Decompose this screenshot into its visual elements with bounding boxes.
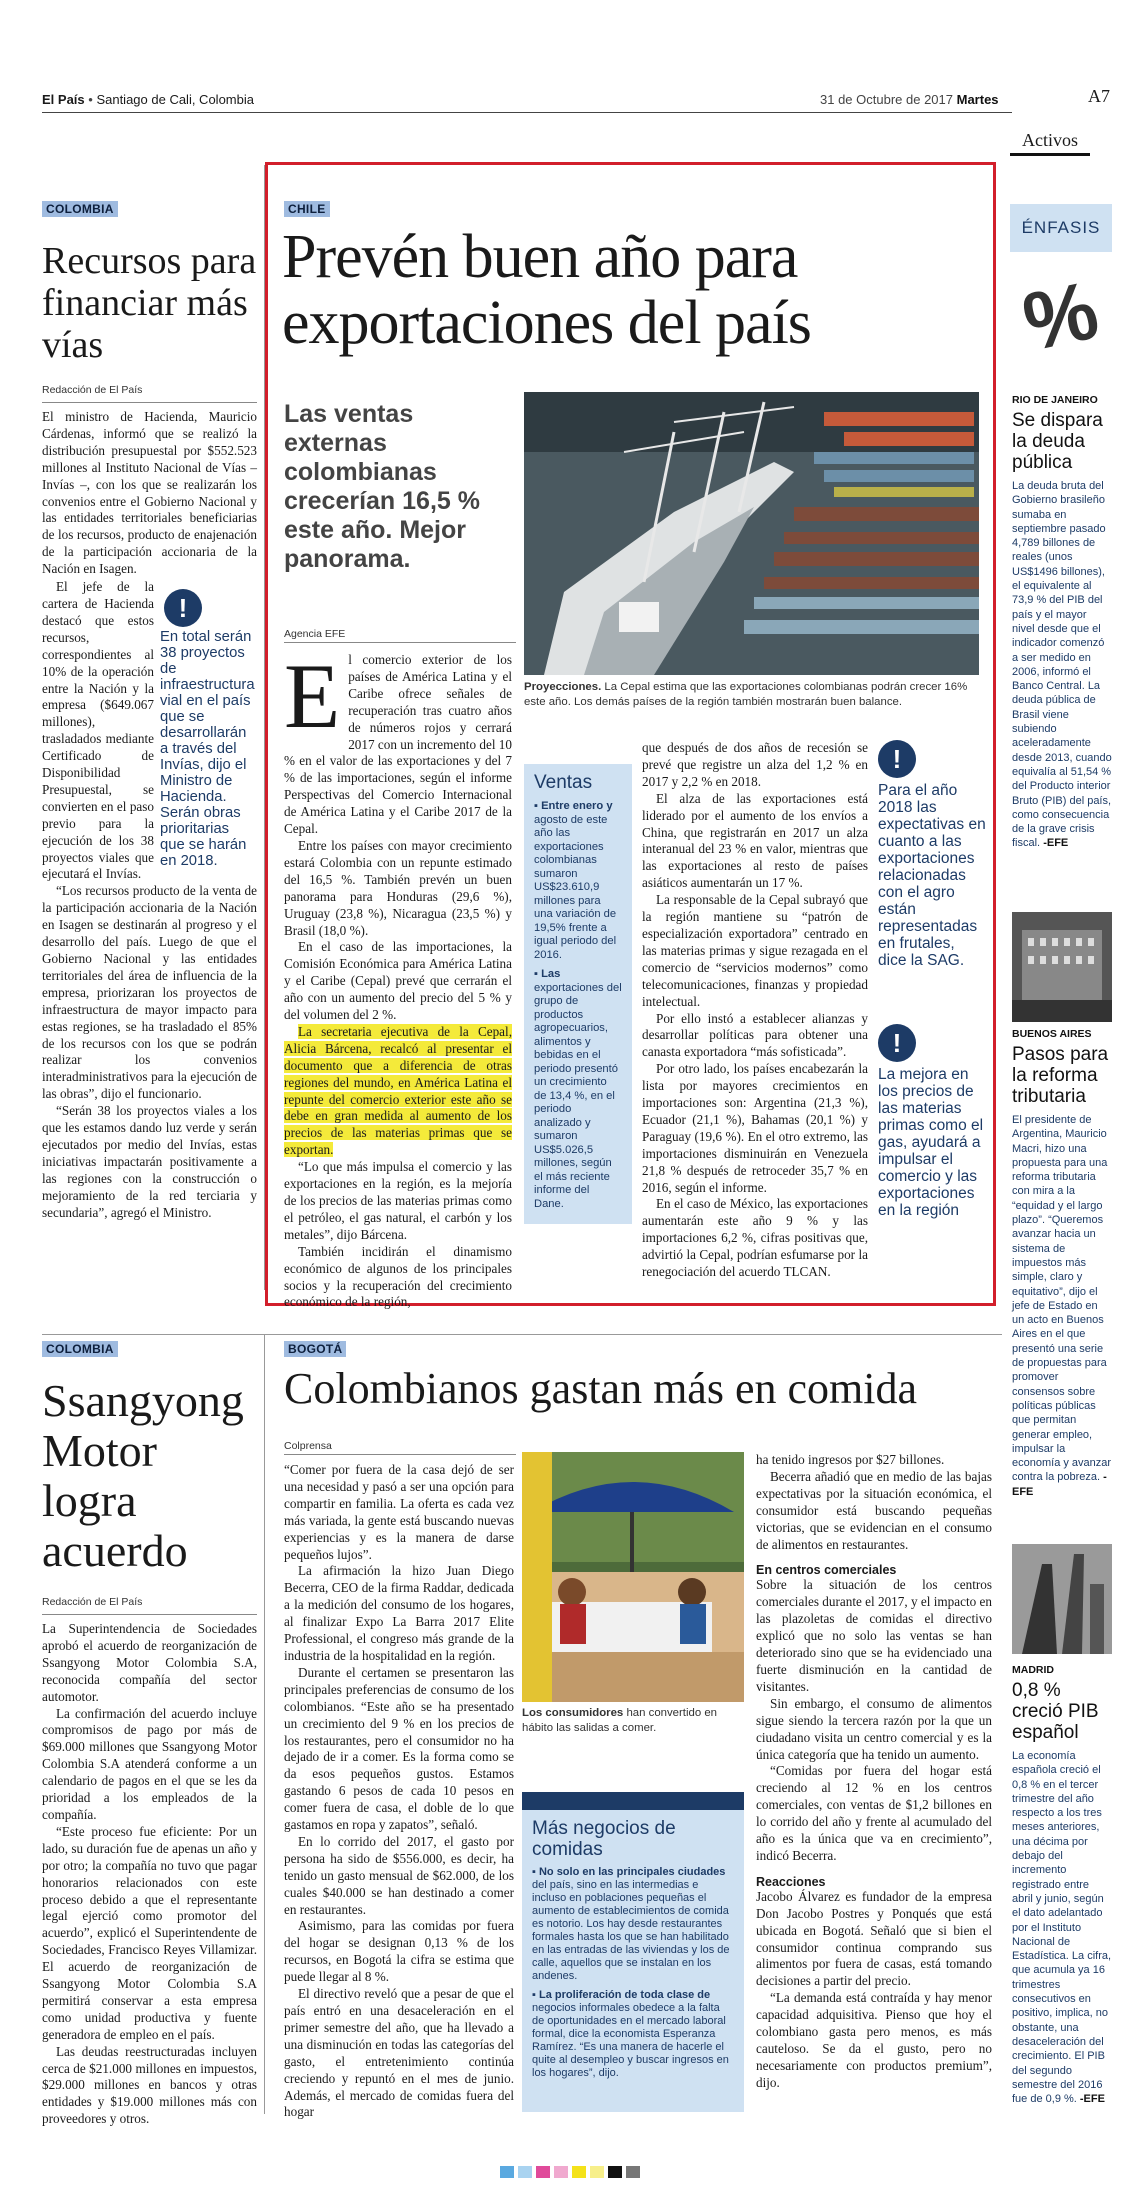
- main-col-2: [642, 740, 868, 1281]
- section-tag: BOGOTÁ: [284, 1341, 346, 1357]
- headline: Ssangyong Motor logra acuerdo: [42, 1375, 244, 1576]
- paragraph: La Superintendencia de Sociedades aprobó el acuerdo de reorganización de Ssangyong Motor Colombia S.A, reconocida compañía del sector automotor.: [42, 1621, 257, 1704]
- box-item: ▪ No solo en las principales ciudades del país, sino en las intermedias e incluso en poblaciones pequeñas el aumento de establecimientos de comida es notorio. Los hay desde restaurantes formales hasta los que se han habilitado en las entradas de las viviendas y los de calle, aquellos que se instalan en los andenes.: [532, 1866, 730, 1982]
- paragraph: En el caso de México, las exportaciones aumentarán este año 9 % y las importaciones 6,2 %, cifras positivas que, advirtió la Cepal, podrían esfumarse por la renegociación del acuerdo TLCAN.: [642, 1196, 868, 1280]
- paragraph: La confirmación del acuerdo incluye compromisos de pago por más de $69.000 millones que Ssangyong Motor Colombia S.A atenderá conforme a un calendario de pagos en el que se les da prioridad a los empleados de la compañía.: [42, 1705, 257, 1822]
- photo-caption: [524, 680, 979, 710]
- paper-name: El País: [42, 92, 85, 107]
- caption-bold: Proyecciones.: [524, 681, 602, 693]
- port-photo-image: [524, 392, 979, 675]
- byline: Agencia EFE: [284, 628, 346, 640]
- exclamation-icon: !: [164, 589, 202, 627]
- box-title: Ventas: [534, 772, 593, 793]
- box-item: ▪ La proliferación de toda clase de negocios informales obedece a la falta de oportunidades en el mercado laboral formal, dice la economista Esperanza Ramírez. “Es una manera de hacerle el quite al desempleo y buscar ingresos en los hogares”, dijo.: [532, 1989, 729, 2079]
- main-col-1: [284, 645, 512, 1311]
- photo-caption: Los consumidores han convertido en hábito las salidas a comer.: [522, 1707, 718, 1734]
- color-bars: [500, 2166, 640, 2178]
- buenos-aires-photo: [1012, 912, 1112, 1022]
- paragraph: “Lo que más impulsa el comercio y las exportaciones en la región, es la mejoría de los precios de las materias primas como el petróleo, el gas natural, el carbón y los metales”, dijo Bárcena.: [284, 1159, 512, 1242]
- pull-quote-1: ! Para el año 2018 las expectativas en cuanto a las exportaciones relacionadas con el agro están representadas en frutales, dice la SAG.: [878, 740, 986, 969]
- sidebar-item: MADRID 0,8 % creció PIB español La economía española creció el 0,8 % en el tercer trimestre del año respecto a los tres meses anteriores, una décima por debajo del incremento registrado entre abril y junio, según el dato adelantado por el Instituto Nacional de Estadística. La cifra, que acumula ya 16 trimestres consecutivos en positivo, implica, no obstante, una desaceleración del crecimiento. El PIB del segundo semestre del 2016 fue de 0,9 %. -EFE: [1012, 1664, 1112, 2106]
- negocios-box: Más negocios de comidas ▪ No solo en las principales ciudades del país, sino en las intermedias e incluso en poblaciones pequeñas el aumento de establecimientos de comida es notorio. Los hay desde restaurantes formales hasta los que se han habilitado en las entradas de las viviendas y los de calle, aquellos que se instalan en los andenes. ▪ La proliferación de toda clase de negocios informales obedece a la falta de oportunidades en el mercado laboral formal, dice la economista Esperanza Ramírez. “Es una manera de hacerle el quite al desempleo y buscar ingresos en los hogares”, dijo.: [522, 1792, 744, 2112]
- paragraph: Entre los países con mayor crecimiento estará Colombia con un repunte estimado del 16,5 %. También prevén un buen panorama para Honduras (29,6 %), Uruguay (23,8 %), Nicaragua (23,5 %) y Brasil (18,0 %).: [284, 837, 512, 938]
- paragraph: “Serán 38 los proyectos viales a los que les estamos dando luz verde y serán ejecutados por medio del Invías, estas iniciativas impactarán positivamente a las regiones con la construcción o mejoramiento de la red terciaria y secundaria”, agregó el Ministro.: [42, 1103, 257, 1220]
- paragraph: En el caso de las importaciones, la Comisión Económica para América Latina y el Caribe (Cepal) prevé que cerrarán el año con un aumento del precio del 5 % y del volumen del 2 %.: [284, 939, 512, 1023]
- food-col-3: ha tenido ingresos por $27 billones. Becerra añadió que en medio de las bajas expectativas por la situación económica, el consumidor está buscando pequeñas victorias, que se evidencian en el consumo de alimentos en restaurantes. En centros comerciales Sobre la situación de los centros comerciales durante el 2017, y el impacto en las plazoletas de comidas el directivo explicó que no solo las ventas se han deteriorado sino que se ha evidenciado una fuerte disminución en la cantidad de visitantes. Sin embargo, el consumo de alimentos sigue siendo la tercera razón por la que un ciudadano visita un centro comercial y es la única categoría que ha tenido un aumento. “Comidas por fuera del hogar está creciendo al 12 % en los centros comerciales, con ventas de $1,2 billones en lo corrido del año y frente al acumulado del año es la única que va en crecimiento”, indicó Becerra. Reacciones Jacobo Álvarez es fundador de la empresa Don Jacobo Postres y Ponqués que está ubicada en Bogotá. Señaló que si bien el consumidor continua comprando sus alimentos por fuera de casas, está tomando decisiones a partir del precio. “La demanda está contraída y hay menor capacidad adquisitiva. Pienso que hoy el colombiano gasta pero menos, es más cauteloso. Se da el gusto, pero no necesariamente con productos premium”, dijo.: [756, 1452, 992, 2090]
- byline: Redacción de El País: [42, 1596, 143, 1608]
- restaurant-photo: [522, 1452, 744, 1702]
- svg-text:%: %: [1015, 264, 1106, 369]
- paragraph: l comercio exterior de los países de América Latina y el Caribe ofrece señales de recuperación tras cuatro años de números rojos y cerrará 2017 con un incremento del 10 % en el valor de las exportaciones y del 7 % de las importaciones, según el informe Perspectivas del Comercio Internacional de América Latina y el Caribe 2017 de la Cepal.: [284, 652, 512, 837]
- paragraph: Las deudas reestructuradas incluyen cerca de $21.000 millones en impuestos, $29.000 millones en bancos y otras entidades y $19.000 millones más con proveedores y otros.: [42, 2043, 257, 2127]
- paragraph: Por otro lado, los países encabezarán la lista por mayores crecimientos en importaciones son: Argentina (21,3 %), Ecuador (21,1 %), Bahamas (20,1 %) y Paraguay (19,6 %). En el otro extremo, las importaciones disminuirán en Venezuela 21,8 % después de retroceder 35,7 % en 2016, según el informe.: [642, 1061, 868, 1195]
- box-item: ▪ Entre enero y agosto de este año las exportaciones colombianas sumaron US$23.610,9 millones para una variación de 19,5% frente a igual periodo del 2016.: [534, 800, 617, 961]
- paragraph: El ministro de Hacienda, Mauricio Cárdenas, informó que se realizó la distribución presupuestal por $552.523 millones al Instituto Nacional de Vías – Invías –, con los que se realizarán los convenios entre el Gobierno Nacional y las entidades territoriales beneficiarias de los recursos, producto de enajenación de la participación accionaria de la Nación en Isagen.: [42, 409, 257, 577]
- sidebar-item: RIO DE JANEIRO Se dispara la deuda pública La deuda bruta del Gobierno brasileño sumaba en septiembre pasado 4,789 billones de reales (unos US$1496 billones), el equivalente al 73,9 % del PIB del país y el mayor nivel desde que el indicador comenzó a ser medido en 2006, informó el Banco Central. La deuda pública de Brasil viene subiendo aceleradamente desde 2013, cuando equivalía al 51,54 % del Producto interior Bruto (PIB) del país, como consecuencia de la grave crisis fiscal. -EFE: [1012, 394, 1112, 850]
- date-line: [820, 92, 999, 107]
- paragraph: El jefe de la cartera de Hacienda destacó que estos recursos, correspondientes al 10% de la operación entre la Nación y la empresa ($649.067 millones), trasladados mediante Certificado de Disponibilidad Presupuestal, se convierten en el paso previo para la ejecución de los 38 proyectos viales que ejecutará el Invías.: [42, 579, 154, 882]
- paragraph: El alza de las exportaciones está liderado por el aumento de los envíos a China, que registrarán en 2017 un alza interanual del 23 % en valor, mientras que las exportaciones al resto de países asiáticos aumentarán un 17 %.: [642, 790, 868, 891]
- box-item: ▪ Las exportaciones del grupo de productos agropecuarios, alimentos y bebidas en el periodo presentó un crecimiento de 13,4 %, en el periodo analizado y sumaron US$5.026,5 millones, según el más reciente informe del Dane.: [534, 968, 622, 1210]
- enfasis-header: ÉNFASIS: [1010, 204, 1112, 252]
- paragraph: También incidirán el dinamismo económico de algunos de los principales socios y la recuperación del crecimiento económico de la región,: [284, 1243, 512, 1310]
- masthead: El País • Santiago de Cali, Colombia: [42, 92, 254, 107]
- ssangyong-story: [42, 1340, 257, 2128]
- byline: Redacción de El País: [42, 384, 143, 396]
- exclamation-icon: !: [878, 1024, 916, 1062]
- byline: Colprensa: [284, 1440, 332, 1452]
- date: 31 de Octubre de 2017: [820, 92, 953, 107]
- pull-quote: En total serán 38 proyectos de infraestructura vial en el país que se desarrollarán a través del Invías, dijo el Ministro de Hacienda. Serán obras prioritarias que se harán en 2018.: [160, 629, 255, 870]
- paragraph: La responsable de la Cepal subrayó que la región mantiene su “patrón de especialización exportadora” centrado en las materias primas y sigue rezagada en el comercio de “servicios modernos” como telecomunicaciones, finanzas y propiedad intelectual.: [642, 892, 868, 1009]
- drop-cap: E: [284, 645, 341, 747]
- dek: Las ventas externas colombianas crecerían 16,5 % este año. Mejor panorama.: [284, 400, 480, 573]
- weekday: Martes: [956, 92, 999, 107]
- caption-text: La Cepal estima que las exportaciones colombianas podrán crecer 16% este año. Los demás países de la región también mostrarán buen balance.: [524, 681, 968, 708]
- pull-quote-2: ! La mejora en los precios de las materias primas como el gas, ayudará a impulsar el comercio y las exportaciones en la región: [878, 1024, 986, 1219]
- paragraph: que después de dos años de recesión se prevé que registre un alza del 1,2 % en 2017 y 2,2 % en 2018.: [642, 740, 868, 789]
- headline: Colombianos gastan más en comida: [284, 1364, 917, 1413]
- section-tag: COLOMBIA: [42, 201, 118, 217]
- page-number: A7: [1088, 86, 1110, 106]
- highlighted-paragraph: La secretaria ejecutiva de la Cepal, Alicia Bárcena, recalcó al presentar el documento que a diferencia de otras regiones del mundo, en América Latina el repunte del comercio exterior este año se debe en gran medida al aumento de los precios de las materias primas que se exportan.: [284, 1023, 512, 1158]
- paragraph: “Este proceso fue eficiente: Por un lado, su duración fue de apenas un año y por otro; la compañía no tuvo que pagar honorarios relacionados con este proceso debido a que el representante legal ejerció como promotor del acuerdo”, explicó el Superintendente de Sociedades, Francisco Reyes Villamizar. El acuerdo de reorganización de Ssangyong Motor Colombia S.A permitirá conservar a esta empresa como unidad productiva y fuente generadora de empleo en el país.: [42, 1823, 257, 2042]
- port-photo: [524, 392, 979, 675]
- sidebar-item: BUENOS AIRES Pasos para la reforma tributaria El presidente de Argentina, Mauricio Macri, hizo una propuesta para una reforma tributaria con mira a la “equidad y el largo plazo”. “Queremos avanzar hacia un sistema de impuestos más simple, claro y equitativo”, dijo el jefe de Estado en un acto en Buenos Aires en el que presentó una serie de propuestas para promover consensos sobre políticas públicas que permitan generar empleo, impulsar la economía y avanzar contra la pobreza. -EFE: [1012, 1028, 1112, 1498]
- subhead: En centros comerciales: [756, 1563, 897, 1578]
- left-story: [42, 200, 257, 1222]
- section-tag: COLOMBIA: [42, 1341, 118, 1357]
- food-col-1: “Comer por fuera de la casa dejó de ser una necesidad y pasó a ser una opción para compartir en familia. La oferta es cada vez más variada, la gente está buscando nuevas experiencias y es la manera de darse pequeños lujos”. La afirmación la hizo Juan Diego Becerra, CEO de la firma Raddar, dedicada a la medición del consumo de los hogares, al finalizar Expo La Barra 2017 Elite Professional, el congreso más grande de la industria de la hospitalidad en la región. Durante el certamen se presentaron las principales preferencias de consumo de los colombianos. “Este año se ha presentado un crecimiento del 9 % en los precios de los restaurantes, pero el consumidor no ha dejado de ir a comer. Es la forma como se da esos pequeños gustos. Estamos gastando 6 pesos de cada 10 pesos en comer fuera de casa, el doble de lo que gastamos en ropa y zapatos”, señaló. En lo corrido del 2017, el gasto por persona ha sido de $556.000, es decir, ha tenido un gasto mensual de $62.000, de los cuales $40.000 se han destinado a comer en restaurantes. Asimismo, para las comidas por fuera del hogar se designan 0,13 % de los recursos, en Bogotá la cifra se estima que puede llegar al 8 %. El directivo reveló que a pesar de que el país entró en una desaceleración en el primer semestre del año, que ha llevado a una disminución en todas las categorías del gasto, el entretenimiento continúa creciendo y repuntó en el mes de junio. Además, el mercado de comidas fuera del hogar: [284, 1462, 514, 2120]
- paragraph: “Los recursos producto de la venta de la participación accionaria de la Nación en Isagen se destinarán al progreso y el desarrollo del país. Luego de que el Gobierno Nacional y las entidades territoriales del área de influencia de la empresa, priorizaran los proyectos de infraestructura de mayor impacto para estas regiones, se ha trasladado el 85% de los recursos con los que se podrán realizar los convenios interadministrativos para la ejecución de las obras”, dijo el funcionario.: [42, 883, 257, 1102]
- headline: Recursos para financiar más vías: [42, 240, 257, 366]
- madrid-photo: [1012, 1544, 1112, 1654]
- location: Santiago de Cali, Colombia: [96, 92, 254, 107]
- headline: Prevén buen año para exportaciones del país: [282, 223, 811, 357]
- section-label: Activos: [1022, 130, 1078, 150]
- exclamation-icon: !: [878, 740, 916, 778]
- ventas-box: [524, 764, 632, 1224]
- subhead: Reacciones: [756, 1874, 826, 1889]
- food-tag-wrap: [284, 1340, 346, 1358]
- section-tag: CHILE: [284, 201, 330, 217]
- paragraph: Por ello instó a establecer alianzas y desarrollar políticas para obtener una canasta exportadora “más sofisticada”.: [642, 1010, 868, 1060]
- percent-graphic: [1012, 262, 1112, 370]
- main-story-tag-wrap: [284, 200, 330, 218]
- section-label-box: [1010, 118, 1090, 156]
